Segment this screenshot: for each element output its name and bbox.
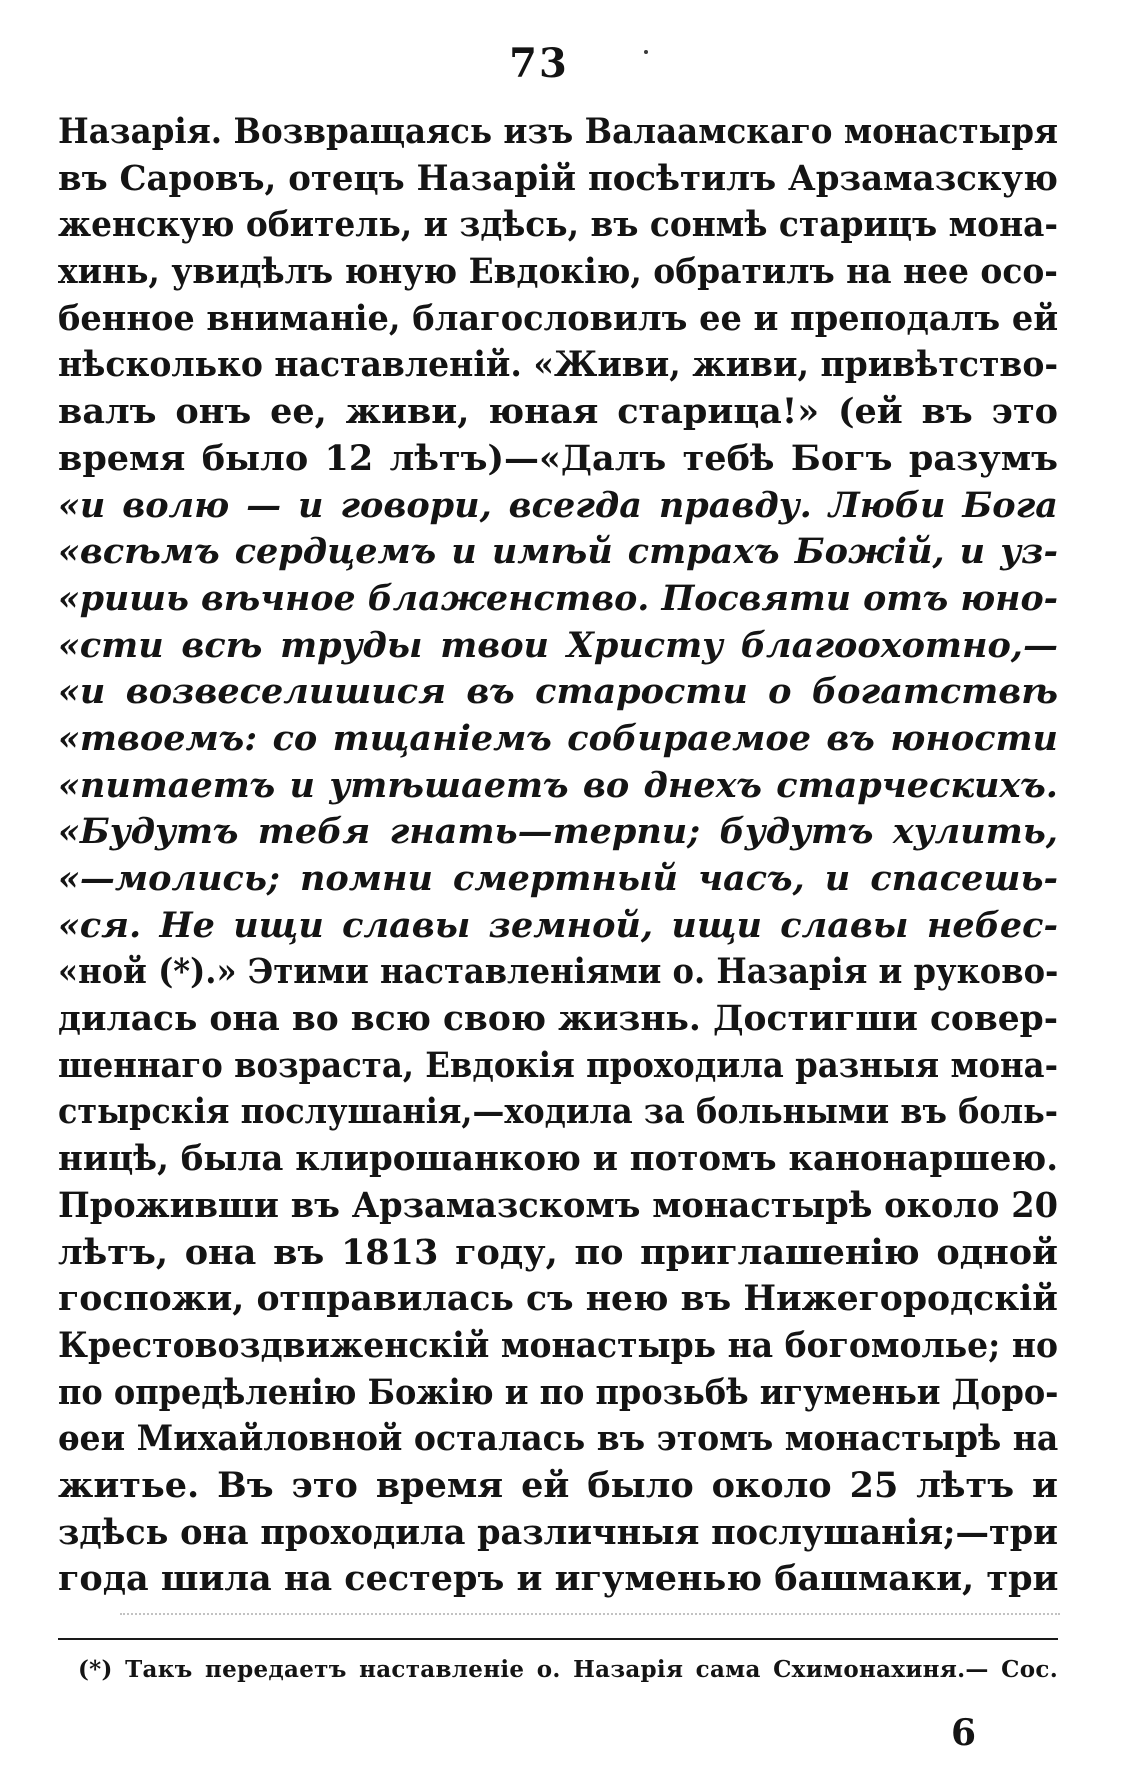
text-line: лѣтъ, она въ 1813 году, по приглашенію одной [58, 1231, 1058, 1273]
page-number: 73 [509, 40, 569, 87]
footnote: (*) Такъ передаетъ наставленіе о. Назарія сама Схимонахиня.— Сос. [78, 1656, 1058, 1683]
text-line: «сти всѣ труды твои Христу благоохотно,— [58, 624, 1058, 666]
text-line: валъ онъ ее, живи, юная старица!» (ей въ это [58, 391, 1058, 433]
text-line: нѣсколько наставленій. «Живи, живи, привѣтство- [58, 344, 1059, 386]
text-line: «питаетъ и утѣшаетъ во днехъ старческихъ. [58, 764, 1058, 806]
text-line: женскую обитель, и здѣсь, въ сонмѣ старицъ мона- [58, 204, 1059, 246]
text-line: по опредѣленію Божію и по прозьбѣ игуменьи Доро- [58, 1371, 1059, 1413]
text-line: ницѣ, была клирошанкою и потомъ канонаршею. [58, 1138, 1059, 1180]
text-line: года шила на сестеръ и игуменью башмаки, три [58, 1558, 1059, 1600]
text-line: Назарія. Возвращаясь изъ Валаамскаго монастыря [58, 111, 1059, 152]
text-line: Проживши въ Арзамазскомъ монастырѣ около 20 [58, 1184, 1058, 1226]
text-line: ѳеи Михайловной осталась въ этомъ монастырѣ на [58, 1418, 1059, 1460]
text-line: шеннаго возраста, Евдокія проходила разныя мона- [58, 1044, 1058, 1086]
faint-print-noise [120, 1613, 1060, 1633]
text-line: время было 12 лѣтъ)—«Далъ тебѣ Богъ разумъ [58, 437, 1058, 479]
text-line: житье. Въ это время ей было около 25 лѣтъ и [58, 1464, 1058, 1506]
print-speck [644, 50, 648, 54]
text-line: «Будутъ тебя гнать—терпи; будутъ хулить, [58, 811, 1058, 853]
text-line: стырскія послушанія,—ходила за больными въ боль- [58, 1091, 1058, 1133]
text-line: «и возвеселишися въ старости о богатствѣ [58, 671, 1058, 713]
text-line: «ной (*).» Этими наставленіями о. Назарія и руково- [58, 951, 1059, 993]
text-line: дилась она во всю свою жизнь. Достигши совер- [58, 998, 1059, 1040]
text-line: «ришь вѣчное блаженство. Посвяти отъ юно- [58, 577, 1059, 619]
text-line: Крестовоздвиженскій монастырь на богомолье; но [58, 1324, 1058, 1366]
text-line: бенное вниманіе, благословилъ ее и преподалъ ей [58, 297, 1059, 339]
text-line: «всѣмъ сердцемъ и имѣй страхъ Божій, и уз- [58, 531, 1058, 573]
text-line: хинь, увидѣлъ юную Евдокію, обратилъ на нее осо- [58, 251, 1058, 293]
text-line: «ся. Не ищи славы земной, ищи славы небес- [58, 904, 1058, 946]
text-line: «твоемъ: со тщаніемъ собираемое въ юности [58, 717, 1058, 759]
text-line: въ Саровъ, отецъ Назарій посѣтилъ Арзамазскую [58, 157, 1058, 199]
text-line: госпожи, отправилась съ нею въ Нижегородскій [58, 1278, 1058, 1320]
signature-mark: 6 [950, 1712, 976, 1754]
text-line: здѣсь она проходила различныя послушанія;—три [58, 1511, 1058, 1553]
text-line: «и волю — и говори, всегда правду. Люби Бога [58, 484, 1058, 526]
footnote-rule [58, 1638, 1058, 1640]
text-line: «—молись; помни смертный часъ, и спасешь- [58, 858, 1058, 899]
body-text [58, 109, 1058, 1603]
